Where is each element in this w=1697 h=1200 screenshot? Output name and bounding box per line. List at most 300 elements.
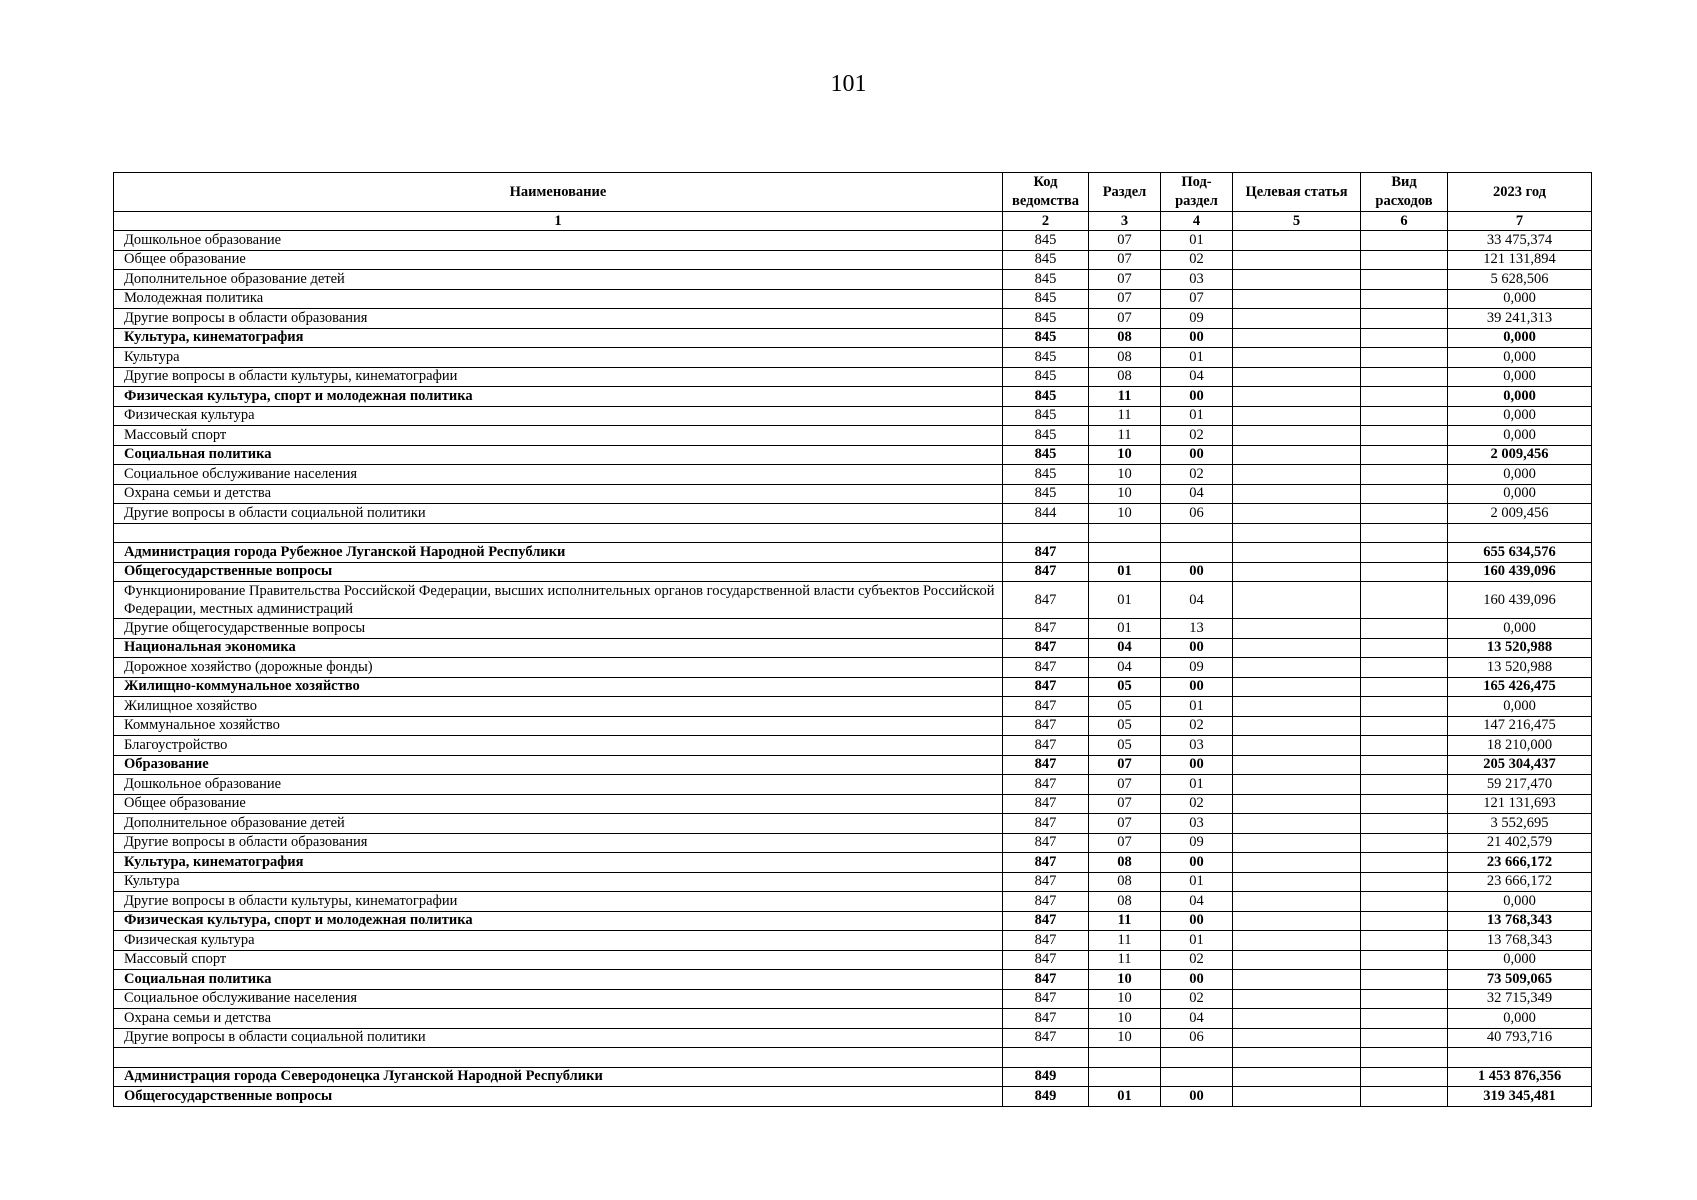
table-row: [114, 484, 1592, 504]
cell-section: 08: [1089, 892, 1161, 912]
cell-name: Другие вопросы в области культуры, кинематографии: [114, 367, 1003, 387]
table-row: [114, 638, 1592, 658]
table-row: [114, 543, 1592, 563]
cell-name: [114, 523, 1003, 543]
cell-section: 04: [1089, 658, 1161, 678]
cell-section: 07: [1089, 270, 1161, 290]
cell-name: Охрана семьи и детства: [114, 484, 1003, 504]
cell-amount: 2 009,456: [1448, 445, 1592, 465]
cell-amount: 2 009,456: [1448, 504, 1592, 524]
cell-section: 08: [1089, 872, 1161, 892]
cell-type: [1361, 619, 1448, 639]
cell-code: 845: [1003, 289, 1089, 309]
cell-name: Дополнительное образование детей: [114, 270, 1003, 290]
cell-type: [1361, 562, 1448, 582]
cell-type: [1361, 638, 1448, 658]
cell-type: [1361, 250, 1448, 270]
cell-target: [1233, 1028, 1361, 1048]
cell-amount: 18 210,000: [1448, 736, 1592, 756]
cell-section: 07: [1089, 250, 1161, 270]
cell-section: 10: [1089, 445, 1161, 465]
cell-type: [1361, 911, 1448, 931]
header-section: Раздел: [1089, 173, 1161, 212]
cell-amount: 205 304,437: [1448, 755, 1592, 775]
table-row: [114, 716, 1592, 736]
cell-target: [1233, 989, 1361, 1009]
cell-subsection: 01: [1161, 775, 1233, 795]
cell-name: [114, 1048, 1003, 1068]
table-row: [114, 1009, 1592, 1029]
column-number: 4: [1161, 212, 1233, 231]
cell-code: 845: [1003, 328, 1089, 348]
cell-code: 847: [1003, 833, 1089, 853]
cell-name: Социальное обслуживание населения: [114, 989, 1003, 1009]
cell-code: 847: [1003, 736, 1089, 756]
cell-section: 11: [1089, 406, 1161, 426]
cell-name: Молодежная политика: [114, 289, 1003, 309]
cell-subsection: 02: [1161, 794, 1233, 814]
cell-code: 849: [1003, 1087, 1089, 1107]
cell-target: [1233, 231, 1361, 251]
column-number: 6: [1361, 212, 1448, 231]
cell-amount: 13 520,988: [1448, 638, 1592, 658]
table-row: [114, 892, 1592, 912]
cell-section: 05: [1089, 677, 1161, 697]
table-row: [114, 736, 1592, 756]
cell-section: 01: [1089, 582, 1161, 619]
cell-code: 845: [1003, 348, 1089, 368]
cell-code: 845: [1003, 387, 1089, 407]
cell-name: Культура: [114, 872, 1003, 892]
cell-name: Культура: [114, 348, 1003, 368]
cell-section: 05: [1089, 716, 1161, 736]
cell-amount: 13 768,343: [1448, 931, 1592, 951]
cell-name: Культура, кинематография: [114, 328, 1003, 348]
cell-name: Физическая культура: [114, 406, 1003, 426]
header-subsection: Под-раздел: [1161, 173, 1233, 212]
cell-name: Другие вопросы в области социальной политики: [114, 504, 1003, 524]
cell-code: 847: [1003, 814, 1089, 834]
cell-subsection: 04: [1161, 582, 1233, 619]
cell-target: [1233, 465, 1361, 485]
table-row: [114, 348, 1592, 368]
cell-type: [1361, 833, 1448, 853]
table-row: [114, 445, 1592, 465]
cell-amount: 0,000: [1448, 892, 1592, 912]
cell-target: [1233, 1087, 1361, 1107]
cell-target: [1233, 677, 1361, 697]
cell-target: [1233, 1048, 1361, 1068]
table-row: [114, 406, 1592, 426]
cell-name: Массовый спорт: [114, 426, 1003, 446]
cell-target: [1233, 775, 1361, 795]
cell-type: [1361, 716, 1448, 736]
cell-section: 11: [1089, 387, 1161, 407]
cell-type: [1361, 231, 1448, 251]
cell-section: 11: [1089, 931, 1161, 951]
cell-code: 847: [1003, 543, 1089, 563]
table-row: [114, 794, 1592, 814]
cell-type: [1361, 445, 1448, 465]
cell-subsection: 09: [1161, 309, 1233, 329]
table-row: [114, 367, 1592, 387]
column-number: 7: [1448, 212, 1592, 231]
cell-subsection: 04: [1161, 1009, 1233, 1029]
cell-section: 08: [1089, 348, 1161, 368]
cell-subsection: [1161, 1067, 1233, 1087]
cell-type: [1361, 658, 1448, 678]
cell-target: [1233, 814, 1361, 834]
cell-amount: [1448, 523, 1592, 543]
cell-name: Массовый спорт: [114, 950, 1003, 970]
cell-target: [1233, 367, 1361, 387]
table-row: [114, 426, 1592, 446]
cell-section: 01: [1089, 562, 1161, 582]
cell-type: [1361, 853, 1448, 873]
cell-section: 08: [1089, 367, 1161, 387]
cell-name: Функционирование Правительства Российской Федерации, высших исполнительных органов государственной власти субъектов Российской Федерации, местных администраций: [114, 582, 1003, 619]
cell-target: [1233, 543, 1361, 563]
cell-code: 845: [1003, 309, 1089, 329]
budget-table: [113, 172, 1592, 1107]
cell-type: [1361, 504, 1448, 524]
cell-type: [1361, 406, 1448, 426]
cell-section: 10: [1089, 989, 1161, 1009]
cell-code: 847: [1003, 755, 1089, 775]
cell-target: [1233, 270, 1361, 290]
cell-name: Общегосударственные вопросы: [114, 562, 1003, 582]
cell-name: Благоустройство: [114, 736, 1003, 756]
cell-subsection: 00: [1161, 562, 1233, 582]
table-row: [114, 328, 1592, 348]
cell-target: [1233, 794, 1361, 814]
cell-amount: 0,000: [1448, 387, 1592, 407]
cell-code: 847: [1003, 775, 1089, 795]
cell-code: 847: [1003, 562, 1089, 582]
cell-type: [1361, 426, 1448, 446]
cell-section: 10: [1089, 504, 1161, 524]
table-row: [114, 658, 1592, 678]
cell-subsection: 02: [1161, 426, 1233, 446]
cell-amount: [1448, 1048, 1592, 1068]
cell-target: [1233, 911, 1361, 931]
cell-name: Образование: [114, 755, 1003, 775]
cell-section: 10: [1089, 465, 1161, 485]
cell-amount: 13 520,988: [1448, 658, 1592, 678]
table-row: [114, 911, 1592, 931]
cell-subsection: 04: [1161, 892, 1233, 912]
cell-type: [1361, 931, 1448, 951]
cell-amount: 0,000: [1448, 1009, 1592, 1029]
cell-section: 10: [1089, 970, 1161, 990]
cell-amount: 33 475,374: [1448, 231, 1592, 251]
cell-target: [1233, 1067, 1361, 1087]
cell-subsection: 04: [1161, 367, 1233, 387]
cell-target: [1233, 931, 1361, 951]
cell-type: [1361, 387, 1448, 407]
cell-section: 11: [1089, 950, 1161, 970]
cell-amount: 0,000: [1448, 406, 1592, 426]
cell-subsection: 02: [1161, 250, 1233, 270]
cell-section: 01: [1089, 619, 1161, 639]
cell-amount: 319 345,481: [1448, 1087, 1592, 1107]
cell-type: [1361, 328, 1448, 348]
cell-type: [1361, 697, 1448, 717]
cell-amount: 5 628,506: [1448, 270, 1592, 290]
cell-code: 847: [1003, 950, 1089, 970]
cell-name: Общегосударственные вопросы: [114, 1087, 1003, 1107]
cell-subsection: 04: [1161, 484, 1233, 504]
cell-amount: 0,000: [1448, 465, 1592, 485]
cell-subsection: 09: [1161, 658, 1233, 678]
cell-code: 847: [1003, 1028, 1089, 1048]
cell-target: [1233, 582, 1361, 619]
cell-type: [1361, 348, 1448, 368]
cell-subsection: 09: [1161, 833, 1233, 853]
table-row: [114, 387, 1592, 407]
cell-name: Социальное обслуживание населения: [114, 465, 1003, 485]
cell-subsection: 00: [1161, 387, 1233, 407]
cell-target: [1233, 736, 1361, 756]
cell-type: [1361, 582, 1448, 619]
cell-target: [1233, 406, 1361, 426]
table-row: [114, 231, 1592, 251]
cell-section: [1089, 543, 1161, 563]
cell-code: 847: [1003, 931, 1089, 951]
cell-code: 845: [1003, 367, 1089, 387]
cell-code: 847: [1003, 970, 1089, 990]
cell-amount: 0,000: [1448, 484, 1592, 504]
cell-code: 845: [1003, 465, 1089, 485]
cell-amount: 160 439,096: [1448, 582, 1592, 619]
cell-code: 847: [1003, 911, 1089, 931]
cell-section: 08: [1089, 328, 1161, 348]
table-row: [114, 582, 1592, 619]
cell-code: 844: [1003, 504, 1089, 524]
cell-amount: 40 793,716: [1448, 1028, 1592, 1048]
cell-name: Коммунальное хозяйство: [114, 716, 1003, 736]
cell-subsection: [1161, 543, 1233, 563]
table-row: [114, 853, 1592, 873]
cell-type: [1361, 1028, 1448, 1048]
cell-section: 10: [1089, 1009, 1161, 1029]
cell-target: [1233, 1009, 1361, 1029]
cell-section: 08: [1089, 853, 1161, 873]
cell-section: 07: [1089, 755, 1161, 775]
header-amount: 2023 год: [1448, 173, 1592, 212]
cell-type: [1361, 794, 1448, 814]
table-row: [114, 270, 1592, 290]
cell-subsection: 02: [1161, 465, 1233, 485]
cell-amount: 21 402,579: [1448, 833, 1592, 853]
cell-subsection: 00: [1161, 755, 1233, 775]
cell-name: Другие вопросы в области образования: [114, 833, 1003, 853]
cell-type: [1361, 872, 1448, 892]
cell-type: [1361, 677, 1448, 697]
cell-name: Общее образование: [114, 794, 1003, 814]
cell-type: [1361, 970, 1448, 990]
table-row: [114, 931, 1592, 951]
cell-target: [1233, 504, 1361, 524]
cell-amount: 0,000: [1448, 950, 1592, 970]
cell-subsection: 13: [1161, 619, 1233, 639]
cell-section: 07: [1089, 794, 1161, 814]
cell-type: [1361, 309, 1448, 329]
cell-section: 11: [1089, 911, 1161, 931]
cell-amount: 23 666,172: [1448, 853, 1592, 873]
cell-code: 845: [1003, 426, 1089, 446]
cell-name: Другие вопросы в области образования: [114, 309, 1003, 329]
cell-subsection: [1161, 523, 1233, 543]
cell-subsection: 03: [1161, 736, 1233, 756]
table-body: [114, 231, 1592, 1107]
cell-type: [1361, 523, 1448, 543]
cell-amount: 0,000: [1448, 367, 1592, 387]
cell-code: 847: [1003, 697, 1089, 717]
table-row: [114, 775, 1592, 795]
table-row: [114, 833, 1592, 853]
table-row: [114, 1087, 1592, 1107]
cell-amount: 0,000: [1448, 426, 1592, 446]
cell-type: [1361, 736, 1448, 756]
cell-name: Жилищное хозяйство: [114, 697, 1003, 717]
cell-amount: 160 439,096: [1448, 562, 1592, 582]
cell-section: 10: [1089, 1028, 1161, 1048]
cell-subsection: 00: [1161, 911, 1233, 931]
cell-subsection: 01: [1161, 872, 1233, 892]
cell-code: 845: [1003, 231, 1089, 251]
cell-target: [1233, 755, 1361, 775]
cell-target: [1233, 872, 1361, 892]
cell-target: [1233, 309, 1361, 329]
table-row: [114, 309, 1592, 329]
cell-subsection: 01: [1161, 931, 1233, 951]
cell-target: [1233, 348, 1361, 368]
cell-type: [1361, 989, 1448, 1009]
cell-code: 845: [1003, 250, 1089, 270]
cell-amount: 147 216,475: [1448, 716, 1592, 736]
cell-type: [1361, 814, 1448, 834]
cell-type: [1361, 484, 1448, 504]
cell-section: 10: [1089, 484, 1161, 504]
cell-target: [1233, 484, 1361, 504]
table-row: [114, 523, 1592, 543]
column-number: 1: [114, 212, 1003, 231]
table-row: [114, 872, 1592, 892]
cell-amount: 0,000: [1448, 697, 1592, 717]
cell-subsection: 00: [1161, 445, 1233, 465]
cell-subsection: 00: [1161, 638, 1233, 658]
cell-section: 11: [1089, 426, 1161, 446]
cell-type: [1361, 289, 1448, 309]
header-name: Наименование: [114, 173, 1003, 212]
table-row: [114, 289, 1592, 309]
table-row: [114, 970, 1592, 990]
cell-section: 05: [1089, 697, 1161, 717]
cell-name: Физическая культура, спорт и молодежная политика: [114, 911, 1003, 931]
cell-section: 05: [1089, 736, 1161, 756]
cell-amount: 655 634,576: [1448, 543, 1592, 563]
cell-code: [1003, 1048, 1089, 1068]
cell-amount: 121 131,894: [1448, 250, 1592, 270]
cell-section: [1089, 523, 1161, 543]
cell-amount: 0,000: [1448, 619, 1592, 639]
table-row: [114, 697, 1592, 717]
cell-subsection: 03: [1161, 270, 1233, 290]
cell-subsection: 01: [1161, 348, 1233, 368]
column-number: 5: [1233, 212, 1361, 231]
cell-name: Администрация города Северодонецка Луганской Народной Республики: [114, 1067, 1003, 1087]
cell-name: Жилищно-коммунальное хозяйство: [114, 677, 1003, 697]
cell-target: [1233, 950, 1361, 970]
table-row: [114, 250, 1592, 270]
table-row: [114, 504, 1592, 524]
cell-code: 847: [1003, 716, 1089, 736]
cell-amount: 0,000: [1448, 348, 1592, 368]
cell-section: 07: [1089, 289, 1161, 309]
cell-code: 847: [1003, 677, 1089, 697]
table-row: [114, 755, 1592, 775]
cell-code: 845: [1003, 445, 1089, 465]
cell-code: 847: [1003, 658, 1089, 678]
header-row: [114, 173, 1592, 212]
table-row: [114, 1067, 1592, 1087]
cell-name: Дополнительное образование детей: [114, 814, 1003, 834]
cell-subsection: 00: [1161, 853, 1233, 873]
cell-name: Культура, кинематография: [114, 853, 1003, 873]
cell-target: [1233, 289, 1361, 309]
cell-target: [1233, 562, 1361, 582]
cell-section: 04: [1089, 638, 1161, 658]
cell-code: 847: [1003, 989, 1089, 1009]
column-number: 2: [1003, 212, 1089, 231]
header-target: Целевая статья: [1233, 173, 1361, 212]
cell-code: 849: [1003, 1067, 1089, 1087]
cell-target: [1233, 387, 1361, 407]
cell-target: [1233, 853, 1361, 873]
cell-name: Дошкольное образование: [114, 775, 1003, 795]
cell-type: [1361, 1067, 1448, 1087]
cell-section: 07: [1089, 309, 1161, 329]
cell-target: [1233, 426, 1361, 446]
cell-code: 847: [1003, 619, 1089, 639]
table-row: [114, 1048, 1592, 1068]
cell-type: [1361, 775, 1448, 795]
cell-section: 07: [1089, 231, 1161, 251]
cell-subsection: 02: [1161, 989, 1233, 1009]
table-row: [114, 950, 1592, 970]
cell-amount: 1 453 876,356: [1448, 1067, 1592, 1087]
cell-amount: 165 426,475: [1448, 677, 1592, 697]
cell-code: 847: [1003, 638, 1089, 658]
header-code: Код ведомства: [1003, 173, 1089, 212]
cell-name: Физическая культура, спорт и молодежная политика: [114, 387, 1003, 407]
cell-subsection: 06: [1161, 504, 1233, 524]
cell-target: [1233, 697, 1361, 717]
cell-name: Другие вопросы в области социальной политики: [114, 1028, 1003, 1048]
cell-type: [1361, 892, 1448, 912]
cell-name: Другие вопросы в области культуры, кинематографии: [114, 892, 1003, 912]
cell-amount: 13 768,343: [1448, 911, 1592, 931]
cell-section: [1089, 1048, 1161, 1068]
cell-subsection: 06: [1161, 1028, 1233, 1048]
cell-target: [1233, 328, 1361, 348]
cell-amount: 39 241,313: [1448, 309, 1592, 329]
cell-subsection: 03: [1161, 814, 1233, 834]
cell-amount: 0,000: [1448, 289, 1592, 309]
page-number: 101: [830, 71, 867, 97]
table-row: [114, 814, 1592, 834]
